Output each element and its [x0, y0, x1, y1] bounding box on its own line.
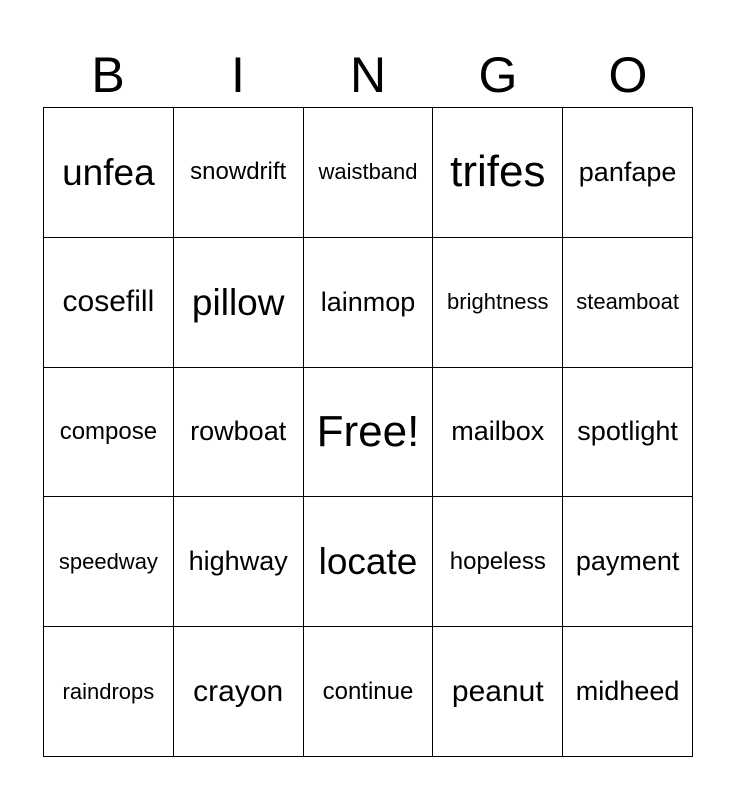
- header-letter-b: B: [91, 47, 125, 103]
- bingo-cell: trifes: [433, 108, 563, 238]
- bingo-cell: panfape: [563, 108, 693, 238]
- header-letter-i: I: [231, 47, 245, 103]
- bingo-cell: peanut: [433, 627, 563, 757]
- bingo-cell: spotlight: [563, 368, 693, 498]
- bingo-cell: compose: [44, 368, 174, 498]
- bingo-cell: raindrops: [44, 627, 174, 757]
- header-letter-o: O: [608, 47, 648, 103]
- bingo-header: [43, 42, 693, 108]
- bingo-cell: midheed: [563, 627, 693, 757]
- bingo-cell: payment: [563, 497, 693, 627]
- bingo-cell: snowdrift: [174, 108, 304, 238]
- header-letter-g: G: [478, 47, 518, 103]
- bingo-cell: rowboat: [174, 368, 304, 498]
- bingo-cell: mailbox: [433, 368, 563, 498]
- bingo-cell: unfea: [44, 108, 174, 238]
- bingo-card: [43, 107, 693, 757]
- bingo-cell: pillow: [174, 238, 304, 368]
- bingo-cell: hopeless: [433, 497, 563, 627]
- bingo-cell: highway: [174, 497, 304, 627]
- bingo-cell: brightness: [433, 238, 563, 368]
- header-letter-n: N: [349, 47, 387, 103]
- bingo-cell: steamboat: [563, 238, 693, 368]
- free-space: Free!: [304, 368, 434, 498]
- bingo-cell: cosefill: [44, 238, 174, 368]
- bingo-cell: continue: [304, 627, 434, 757]
- bingo-cell: speedway: [44, 497, 174, 627]
- bingo-cell: locate: [304, 497, 434, 627]
- bingo-cell: crayon: [174, 627, 304, 757]
- bingo-cell: waistband: [304, 108, 434, 238]
- bingo-cell: lainmop: [304, 238, 434, 368]
